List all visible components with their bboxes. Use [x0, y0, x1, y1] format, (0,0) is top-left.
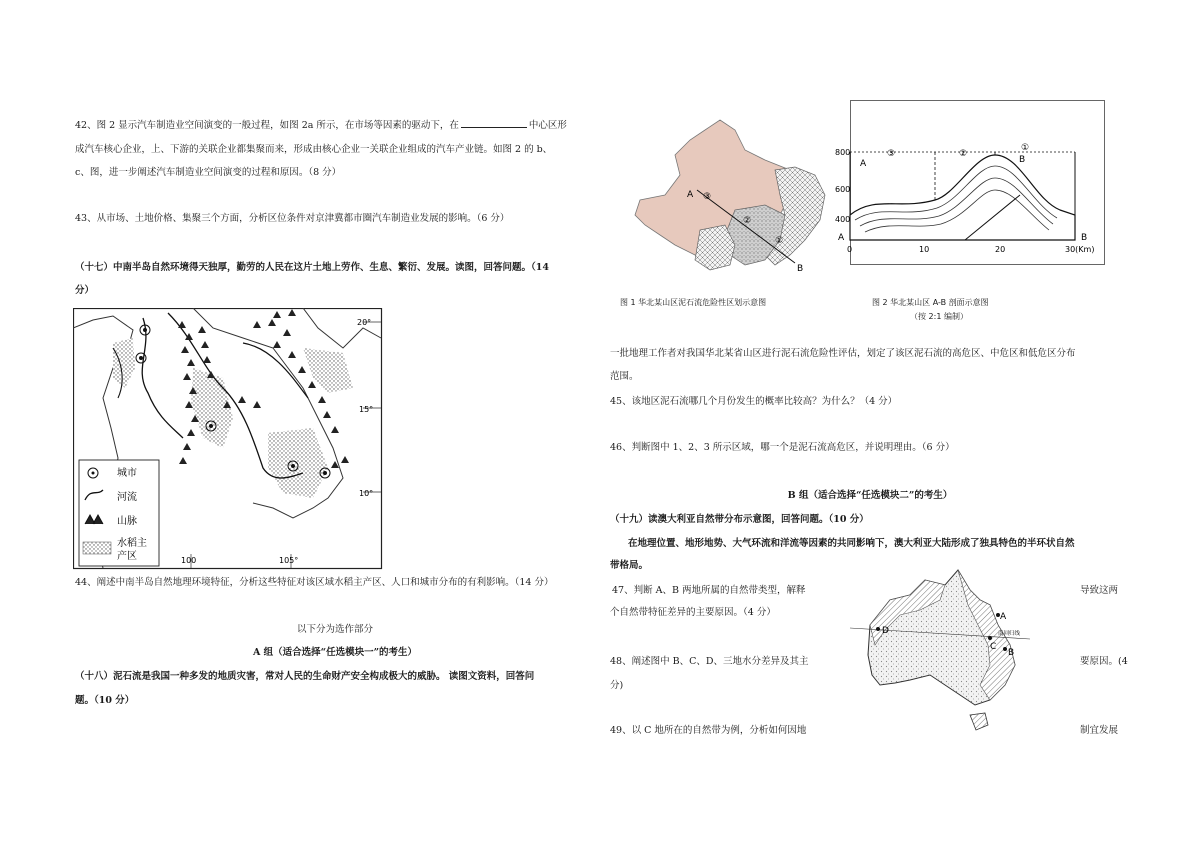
- group-b-title: B 组（适合选择“任选模块二”的考生）: [787, 490, 953, 501]
- aus-label-b: B: [1008, 648, 1015, 658]
- question-42: [75, 115, 567, 137]
- question-45: 45、该地区泥石流哪几个月份发生的概率比较高？为什么？（4 分）: [610, 396, 898, 407]
- q42-line-3: c、图，进一步阐述汽车制造业空间演变的过程和原因。（8 分）: [75, 167, 342, 178]
- australia-map: [850, 565, 1030, 740]
- fig2-zone-2: ②: [959, 149, 968, 159]
- fig1-label-a: A: [687, 190, 694, 200]
- question-46: 46、判断图中 1、2、3 所示区域，哪一个是泥石流高危区，并说明理由。（6 分）: [610, 442, 955, 453]
- q48-text-c: 分): [610, 680, 624, 691]
- aus-label-d: D: [882, 626, 889, 636]
- figure-2-scale: （按 2:1 编制）: [910, 312, 968, 321]
- legend-river: 河流: [117, 492, 137, 503]
- fig2-x-0: 0: [847, 245, 853, 254]
- aus-tropic-label: 南回归线: [998, 631, 1021, 637]
- q49-text-b: 制宜发展: [1080, 725, 1119, 736]
- figure-1-map: [625, 115, 845, 275]
- fig1-label-b: B: [797, 264, 804, 274]
- section-19-title: （十九）读澳大利亚自然带分布示意图，回答问题。（10 分）: [610, 514, 869, 525]
- q47-text-c: 个自然带特征差异的主要原因。（4 分）: [610, 607, 776, 618]
- lon-100-label: 100: [181, 556, 197, 565]
- section-18-line-1: （十八）泥石流是我国一种多发的地质灾害，常对人民的生命财产安全构成极大的威胁。 读图文资料，回答问: [75, 671, 535, 682]
- figure-2-profile: [835, 100, 1105, 265]
- q48-text-b: 要原因。(4: [1080, 656, 1128, 667]
- fig1-zone-2: ②: [743, 216, 752, 226]
- fig2-b-top: B: [1019, 155, 1026, 165]
- fig2-zone-1: ①: [1021, 143, 1030, 153]
- figure-2-caption: 图 2 华北某山区 A-B 剖面示意图: [872, 298, 989, 307]
- legend-mountain: 山脉: [117, 516, 137, 527]
- q42-line-2: 成汽车核心企业，上、下游的关联企业都集聚而来，形成由核心企业一关联企业组成的汽车产业链。如图 2 的 b、: [75, 144, 553, 155]
- legend-city: 城市: [117, 468, 137, 479]
- aus-label-a: A: [1000, 612, 1007, 622]
- fig2-a-bottom: A: [838, 233, 845, 243]
- legend-rice-1: 水稻主: [117, 538, 147, 549]
- question-44: 44、阐述中南半岛自然地理环境特征，分析这些特征对该区域水稻主产区、人口和城市分布的有利影响。（14 分）: [75, 577, 554, 588]
- legend-rice-2: 产区: [117, 551, 137, 562]
- fig2-a-top: A: [860, 159, 867, 169]
- section-17-line-1: （十七）中南半岛自然环境得天独厚，勤劳的人民在这片土地上劳作、生息、繁衍、发展。读图，回答问题。（14: [75, 262, 549, 273]
- q47-text-a: 47、判断 A、B 两地所属的自然带类型，解释: [612, 585, 806, 596]
- q42-text-b: 中心区形: [528, 120, 567, 131]
- elective-title: 以下分为选作部分: [296, 624, 373, 635]
- fig2-y-800: 800: [835, 148, 851, 157]
- section-19-intro-1: 在地理位置、地形地势、大气环流和洋流等因素的共同影响下，澳大利亚大陆形成了独具特色的半环状自然: [628, 538, 1075, 549]
- fig2-zone-3: ③: [887, 149, 896, 159]
- group-a-title: A 组（适合选择“任选模块一”的考生）: [252, 647, 418, 658]
- q48-text-a: 48、阐述图中 B、C、D、三地水分差异及其主: [610, 656, 809, 667]
- lat-20-label: 20°: [357, 318, 372, 327]
- fig2-x-10: 10: [919, 245, 930, 254]
- section-18-line-2: 题。（10 分）: [75, 695, 135, 706]
- fig2-x-20: 20: [995, 245, 1006, 254]
- fig2-b-bottom: B: [1081, 233, 1088, 243]
- indochina-map: [73, 308, 383, 570]
- q47-text-b: 导致这两: [1080, 585, 1119, 596]
- fig2-y-400: 400: [835, 215, 851, 224]
- fig1-zone-1: ①: [775, 236, 784, 246]
- fig2-x-30: 30(Km): [1065, 245, 1095, 254]
- aus-label-c: C: [990, 642, 997, 652]
- lat-15-label: 15°: [359, 405, 374, 414]
- section-17-line-2: 分）: [75, 285, 95, 296]
- question-43: 43、从市场、土地价格、集聚三个方面，分析区位条件对京津冀都市圈汽车制造业发展的影响。（6 分）: [75, 213, 510, 224]
- map-legend: [79, 460, 159, 566]
- figure-1-caption: 图 1 华北某山区泥石流危险性区划示意图: [620, 298, 767, 307]
- fig2-y-600: 600: [835, 185, 851, 194]
- fig1-zone-3: ③: [703, 192, 712, 202]
- answer-blank[interactable]: [461, 117, 527, 128]
- lon-105-label: 105°: [279, 556, 299, 565]
- lat-10-label: 10°: [359, 489, 374, 498]
- intro-line-1: 一批地理工作者对我国华北某省山区进行泥石流危险性评估，划定了该区泥石流的高危区、中危区和低危区分布: [610, 348, 1076, 359]
- q42-text-a: 42、图 2 显示汽车制造业空间演变的一般过程，如图 2a 所示，在市场等因素的驱动下，在: [75, 120, 459, 131]
- q49-text-a: 49、以 C 地所在的自然带为例，分析如何因地: [610, 725, 807, 736]
- section-19-intro-2: 带格局。: [610, 560, 649, 571]
- intro-line-2: 范围。: [610, 371, 639, 382]
